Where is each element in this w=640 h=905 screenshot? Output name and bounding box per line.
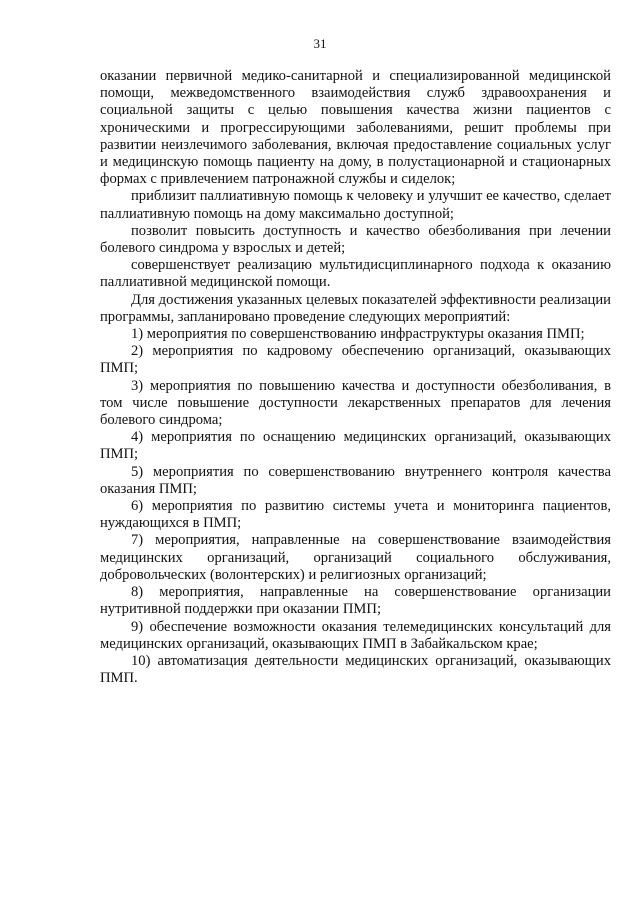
list-item-6: 6) мероприятия по развитию системы учета и мониторинга пациентов, нуждающихся в ПМП; [100,498,611,532]
page-number: 31 [313,36,327,51]
paragraph-continuation: оказании первичной медико-санитарной и специализированной медицинской помощи, межведомственного взаимодействия служб здравоохранения и социальной защиты с целью повышения качества жизни пациентов с хроническими и прогрессирующими заболеваниями, решит проблемы при развитии неизлечимого заболевания, включая предоставление социальных услуг и медицинскую помощь пациенту на дому, в полустационарной и стационарных формах с привлечением патронажной службы и сиделок; [100,68,611,188]
list-item-4: 4) мероприятия по оснащению медицинских организаций, оказывающих ПМП; [100,429,611,463]
document-body [100,68,611,687]
paragraph-outcome-multidisciplinary: совершенствует реализацию мультидисциплинарного подхода к оказанию паллиативной медицинской помощи. [100,257,611,291]
list-item-3: 3) мероприятия по повышению качества и доступности обезболивания, в том числе повышение доступности лекарственных препаратов для лечения болевого синдрома; [100,377,611,429]
list-item-7: 7) мероприятия, направленные на совершенствование взаимодействия медицинских организаций, организаций социального обслуживания, добровольческих (волонтерских) и религиозных организаций; [100,532,611,583]
paragraph-outcome-pain-relief: позволит повысить доступность и качество обезболивания при лечении болевого синдрома у взрослых и детей; [100,222,611,257]
paragraph-outcome-closer-care: приблизит паллиативную помощь к человеку и улучшит ее качество, сделает паллиативную помощь на дому максимально доступной; [100,188,611,222]
list-item-10: 10) автоматизация деятельности медицинских организаций, оказывающих ПМП. [100,652,611,687]
list-item-5: 5) мероприятия по совершенствованию внутреннего контроля качества оказания ПМП; [100,463,611,497]
list-item-2: 2) мероприятия по кадровому обеспечению организаций, оказывающих ПМП; [100,343,611,377]
list-item-9: 9) обеспечение возможности оказания телемедицинских консультаций для медицинских организаций, оказывающих ПМП в Забайкальском крае; [100,618,611,652]
list-item-1: 1) мероприятия по совершенствованию инфраструктуры оказания ПМП; [131,326,585,343]
paragraph-measures-intro: Для достижения указанных целевых показателей эффективности реализации программы, запланировано проведение следующих мероприятий: [100,291,611,325]
list-item-8: 8) мероприятия, направленные на совершенствование организации нутритивной поддержки при оказании ПМП; [100,584,611,618]
